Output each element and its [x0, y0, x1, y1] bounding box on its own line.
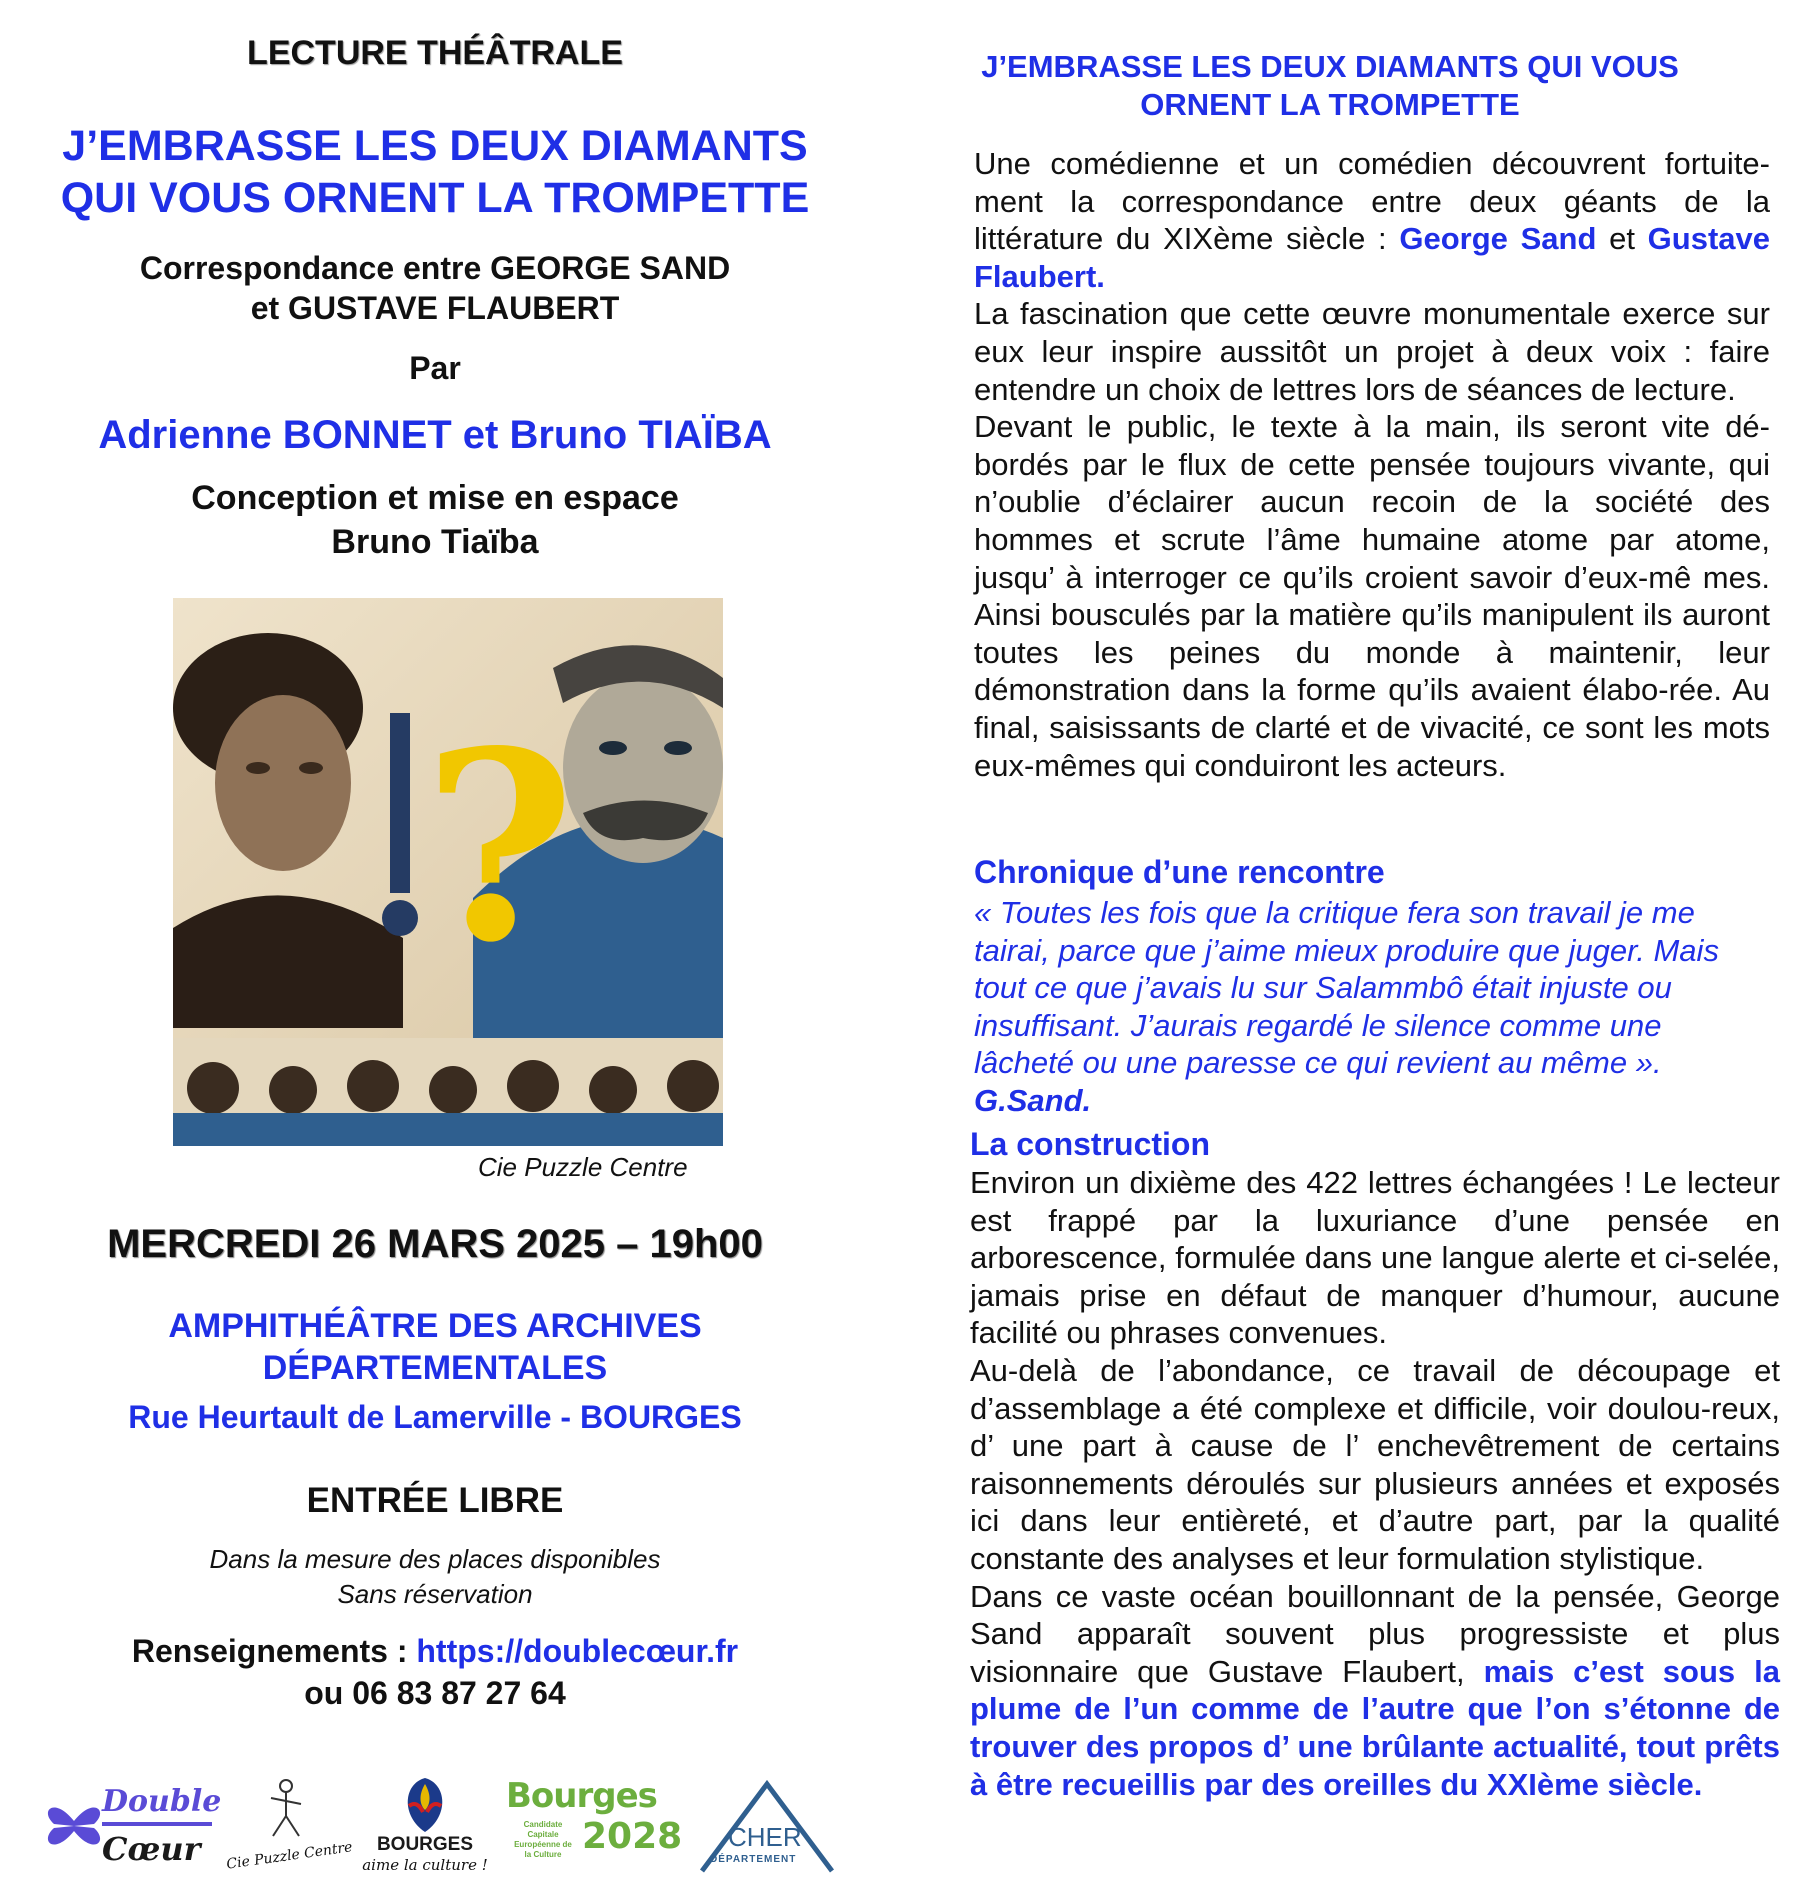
venue-line: AMPHITHÉÂTRE DES ARCHIVES — [168, 1307, 702, 1345]
logo-text: Cie Puzzle Centre — [225, 1839, 354, 1873]
venue-address: Rue Heurtault de Lamerville - BOURGES — [128, 1399, 742, 1435]
portrait-frieze — [173, 1038, 723, 1146]
text-run: Dans ce vaste océan bouillonnant de la pensée, George Sand apparaît souvent plus progressiste et plus visionnaire que Gustave Flaubert, — [970, 1578, 1780, 1689]
event-type-heading: LECTURE THÉÂTRALE — [247, 34, 623, 72]
paragraph: La fascination que cette œuvre monumentale exerce sur eux leur inspire aussitôt un projet à deux voix : faire entendre un choix de lettres lors de séances de lecture. — [974, 296, 1770, 407]
website-link[interactable]: https://doublecœur.fr — [416, 1633, 739, 1669]
article-title-line: ORNENT LA TROMPETTE — [1140, 87, 1520, 122]
by-label: Par — [409, 350, 461, 386]
phone-number: ou 06 83 87 27 64 — [304, 1675, 566, 1711]
paragraph: Au-delà de l’abondance, ce travail de découpage et d’assemblage a été complexe et difficile, voir doulou-reux, d’ une part à cause de l’ enchevêtrement de certains raisonnements déroulés sur plusieurs années et exposés ici dans leur entièreté, et d’autre part, par la qualité constante des analyses et leur formulation stylistique. — [970, 1352, 1780, 1576]
name-highlight: Gustave Flaubert. — [974, 221, 1770, 294]
bourges-2028-logo — [506, 1776, 683, 1886]
contact-info — [0, 1630, 870, 1714]
paragraph: Devant le public, le texte à la main, ils seront vite dé-bordés par le flux de cette pensée toujours vivante, qui n’oublie d’éclairer aucun recoin de la société des hommes et scrute l’âme humaine atome par atome, jusqu’ à interroger ce qu’ils croient savoir d’eux-mê mes. Ainsi bousculés par la matière qu’ils manipulent ils auront toutes les peines du monde à maintenir, leur démonstration dans la forme qu’ils avaient élabo-rée. Au final, saisissants de clarté et de vivacité, ce sont les mots eux-mêmes qui conduiront les acteurs. — [974, 409, 1770, 783]
contact-label: Renseignements : — [131, 1633, 417, 1669]
venue-name — [0, 1305, 870, 1389]
subtitle-line: Correspondance entre GEORGE SAND — [139, 250, 731, 286]
logo-divider — [102, 1822, 212, 1826]
quote-block — [974, 894, 1770, 1120]
performers: Adrienne BONNET et Bruno TIAÏBA — [98, 413, 772, 457]
article-title — [940, 48, 1720, 124]
event-title-line: QUI VOUS ORNENT LA TROMPETTE — [60, 174, 810, 222]
construction-text — [970, 1164, 1780, 1803]
svg-text:?: ? — [423, 695, 576, 1000]
dancer-icon — [251, 1776, 321, 1846]
logo-text: Bourges — [506, 1776, 657, 1816]
entry-notes — [0, 1542, 870, 1612]
entry-info: ENTRÉE LIBRE — [306, 1481, 564, 1520]
cher-departement-logo — [692, 1776, 842, 1886]
event-date: MERCREDI 26 MARS 2025 – 19h00 — [107, 1222, 763, 1266]
venue-line: DÉPARTEMENTALES — [262, 1349, 608, 1387]
cie-puzzle-logo — [225, 1776, 354, 1886]
bourges-culture-logo — [360, 1776, 490, 1886]
poster-illustration — [173, 598, 723, 1146]
poster-image — [173, 598, 723, 1146]
text-run: et — [1596, 221, 1648, 257]
logo-text: aime la culture ! — [362, 1856, 488, 1874]
event-subtitle — [0, 248, 870, 328]
name-highlight: George Sand — [1399, 221, 1597, 257]
conception-line: Conception et mise en espace — [191, 479, 679, 517]
logo-text: 2028 — [582, 1816, 683, 1857]
paragraph — [974, 145, 1770, 295]
logo-text: Candidate Capitale Européenne de la Culture — [514, 1820, 572, 1859]
event-title — [0, 120, 870, 224]
section-heading: Chronique d’une rencontre — [974, 854, 1385, 890]
text-run: Une comédienne et un comédien découvrent fortuite-ment la correspondance entre deux géants de la littérature du XIXème siècle : — [974, 146, 1770, 257]
paragraph — [970, 1578, 1780, 1804]
paragraph: Environ un dixième des 422 lettres échangées ! Le lecteur est frappé par la luxuriance d’une pensée en arborescence, formulée dans une langue alerte et ci-selée, jamais prise en défaut de manquer d’humour, aucune facilité ou phrases convenues. — [970, 1165, 1780, 1351]
subtitle-line: et GUSTAVE FLAUBERT — [250, 290, 620, 326]
double-heart-icon — [44, 1786, 104, 1866]
fleur-de-lis-icon — [399, 1776, 451, 1834]
logo-text: BOURGES — [376, 1834, 474, 1855]
double-coeur-logo — [44, 1776, 222, 1886]
note-line: Dans la mesure des places disponibles — [209, 1544, 661, 1574]
logo-text: Double — [102, 1784, 222, 1819]
section-heading: La construction — [970, 1126, 1211, 1162]
highlighted-text: mais c’est sous la plume de l’un comme de l’autre que l’on s’étonne de trouver des propos d’ une brûlante actualité, tout prêts à être recueillis par des oreilles du XXIème siècle. — [970, 1653, 1780, 1802]
note-line: Sans réservation — [337, 1579, 533, 1609]
quote-author: G.Sand. — [974, 1082, 1092, 1118]
article-title-line: J’EMBRASSE LES DEUX DIAMANTS QUI VOUS — [981, 49, 1679, 84]
logo-text: DÉPARTEMENT — [710, 1854, 797, 1865]
logo-text: CHER — [728, 1822, 802, 1852]
logo-text: Cœur — [102, 1830, 201, 1868]
conception-credit — [0, 476, 870, 564]
conception-line: Bruno Tiaïba — [331, 523, 539, 561]
event-title-line: J’EMBRASSE LES DEUX DIAMANTS — [62, 122, 808, 170]
image-credit: Cie Puzzle Centre — [478, 1152, 688, 1182]
intro-text — [974, 145, 1770, 784]
quote-text: « Toutes les fois que la critique fera son travail je me tairai, parce que j’aime mieux produire que juger. Mais tout ce que j’avais lu sur Salammbô était injuste ou insuffisant. J’aurais regardé le silence comme une lâcheté ou une paresse ce qui revient au même ». — [974, 895, 1719, 1081]
